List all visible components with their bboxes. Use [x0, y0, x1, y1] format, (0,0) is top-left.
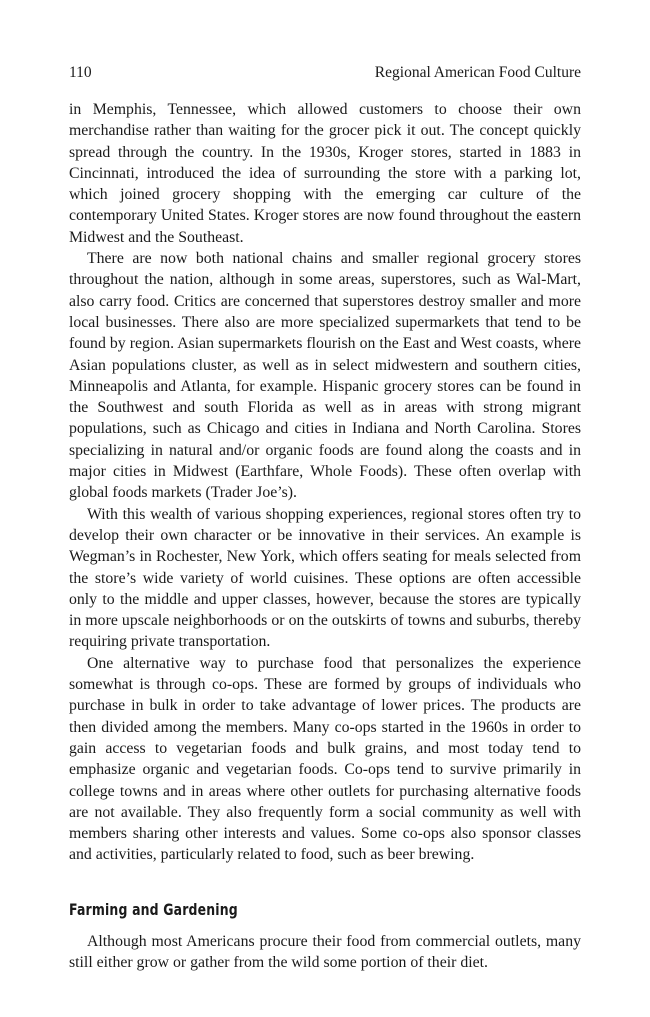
running-head	[69, 62, 581, 84]
section-heading: Farming and Gardening	[69, 899, 238, 919]
paragraph-continued: in Memphis, Tennessee, which allowed customers to choose their own merchandise rather than waiting for the grocer pick it out. The concept quickly spread through the country. In the 1930s, Kroger stores, started in 1883 in Cincinnati, introduced the idea of surrounding the store with a parking lot, which joined grocery shopping with the emerging car culture of the contemporary United States. Kroger stores are now found throughout the eastern Midwest and the Southeast.	[69, 101, 581, 246]
paragraph-farming: Although most Americans procure their food from commercial outlets, many still either grow or gather from the wild some portion of their diet.	[69, 932, 581, 971]
running-title: Regional American Food Culture	[374, 64, 581, 81]
body-text	[69, 99, 581, 973]
paragraph-regional-stores: With this wealth of various shopping experiences, regional stores often try to develop their own character or be innovative in their services. An example is Wegman’s in Rochester, New York, which offers seating for meals selected from the store’s wide variety of world cuisines. These options are often accessible only to the middle and upper classes, however, because the stores are typically in more upscale neighborhoods or on the outskirts of towns and suburbs, thereby requiring private transportation.	[69, 505, 581, 651]
paragraph-grocery-chains: There are now both national chains and smaller regional grocery stores throughout the nation, although in some areas, superstores, such as Wal-Mart, also carry food. Critics are concerned that superstores destroy smaller and more local businesses. There also are more specialized supermarkets that tend to be found by region. Asian supermarkets flourish on the East and West coasts, where Asian populations cluster, as well as in select midwestern and southern cities, Minneapolis and Atlanta, for example. Hispanic grocery stores can be found in the Southwest and south Florida as well as in areas with strong migrant populations, such as Chicago and cities in Indiana and North Carolina. Stores specializing in natural and/or organic foods are found along the coasts and in major cities in Midwest (Earthfare, Whole Foods). These often overlap with global foods markets (Trader Joe’s).	[69, 250, 581, 502]
page-number: 110	[69, 64, 92, 81]
paragraph-co-ops: One alternative way to purchase food that personalizes the experience somewhat is through co-ops. These are formed by groups of individuals who purchase in bulk in order to take advantage of lower prices. The products are then divided among the members. Many co-ops started in the 1960s in order to gain access to vegetarian foods and bulk grains, and most today tend to emphasize organic and vegetarian foods. Co-ops tend to survive primarily in college towns and in areas where other outlets for purchasing alternative foods are not available. They also frequently form a social community as well with members sharing other interests and values. Some co-ops also sponsor classes and activities, particularly related to food, such as beer brewing.	[69, 654, 581, 864]
